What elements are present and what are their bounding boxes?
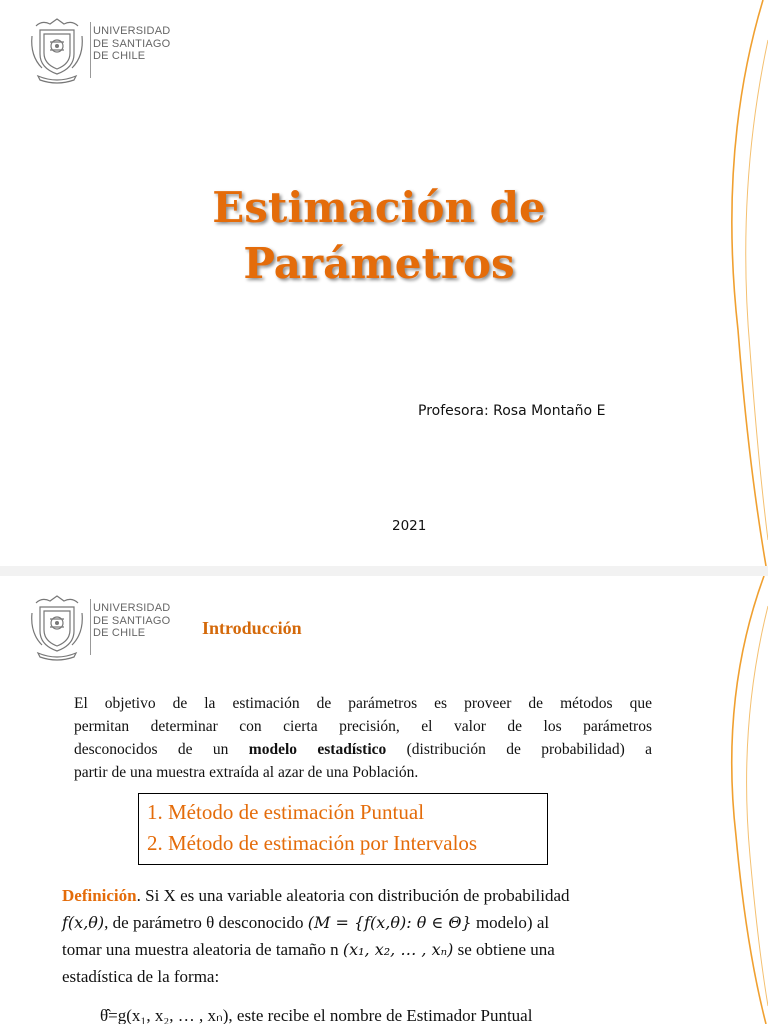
logo-divider xyxy=(90,22,91,78)
logo-divider xyxy=(90,599,91,655)
introduction-slide xyxy=(0,576,768,1024)
methods-box xyxy=(138,793,548,865)
intro-line: El objetivo de la estimación de parámetros es proveer de métodos que xyxy=(74,695,652,712)
title-line: Estimación de xyxy=(212,183,546,232)
definition-text: . Si X es una variable aleatoria con distribución de probabilidad xyxy=(136,886,570,905)
intro-line: partir de una muestra extraída al azar de una Población. xyxy=(74,764,419,781)
definition-text: modelo) al xyxy=(471,913,550,932)
slide-separator xyxy=(0,566,768,576)
logo-line: UNIVERSIDAD xyxy=(93,25,171,37)
intro-text: desconocidos de un xyxy=(74,741,249,758)
method-item: 1. Método de estimación Puntual xyxy=(147,800,425,824)
math-expression: (x₁, x₂, … , xₙ) xyxy=(342,940,454,959)
definition-line: estadística de la forma: xyxy=(62,967,220,986)
university-crest-icon xyxy=(28,16,86,84)
definition-text: , de parámetro θ desconocido xyxy=(104,913,308,932)
definition-line xyxy=(62,909,686,936)
logo-line: DE SANTIAGO xyxy=(93,37,171,50)
section-title: Introducción xyxy=(202,618,302,638)
title-line: Parámetros xyxy=(243,239,515,288)
presentation-title xyxy=(0,180,758,292)
university-logo xyxy=(28,16,173,84)
logo-line: DE CHILE xyxy=(93,50,146,62)
intro-line: permitan determinar con cierta precisión, el valor de los parámetros xyxy=(74,718,652,735)
definition-text: tomar una muestra aleatoria de tamaño n xyxy=(62,940,343,959)
intro-line xyxy=(74,738,652,761)
logo-wordmark xyxy=(93,25,170,63)
definition-line xyxy=(62,882,686,909)
year: 2021 xyxy=(392,518,427,534)
logo-line: DE SANTIAGO xyxy=(93,614,171,627)
intro-bold-term: modelo estadístico xyxy=(248,741,387,758)
university-crest-icon xyxy=(28,593,86,661)
logo-line: UNIVERSIDAD xyxy=(93,602,171,614)
math-expression: (M = {f(x,θ): θ ∈ Θ} xyxy=(307,913,472,932)
definition-text: se obtiene una xyxy=(453,940,555,959)
university-logo xyxy=(28,593,173,661)
definition-paragraph xyxy=(62,882,686,990)
definition-line xyxy=(62,936,686,963)
estimator-line-partial: θ̂=g(x₁, x₂, … , xₙ), este recibe el nombre de Estimador Puntual xyxy=(100,1006,533,1024)
professor-name: Profesora: Rosa Montaño E xyxy=(418,403,606,419)
intro-paragraph xyxy=(74,692,652,784)
math-expression: f(x,θ) xyxy=(62,913,105,932)
logo-wordmark xyxy=(93,602,170,640)
logo-line: DE CHILE xyxy=(93,627,146,639)
decorative-swoosh xyxy=(708,576,768,1024)
method-item: 2. Método de estimación por Intervalos xyxy=(147,831,478,855)
intro-text: (distribución de probabilidad) a xyxy=(386,741,652,758)
definition-label: Definición xyxy=(62,886,137,905)
